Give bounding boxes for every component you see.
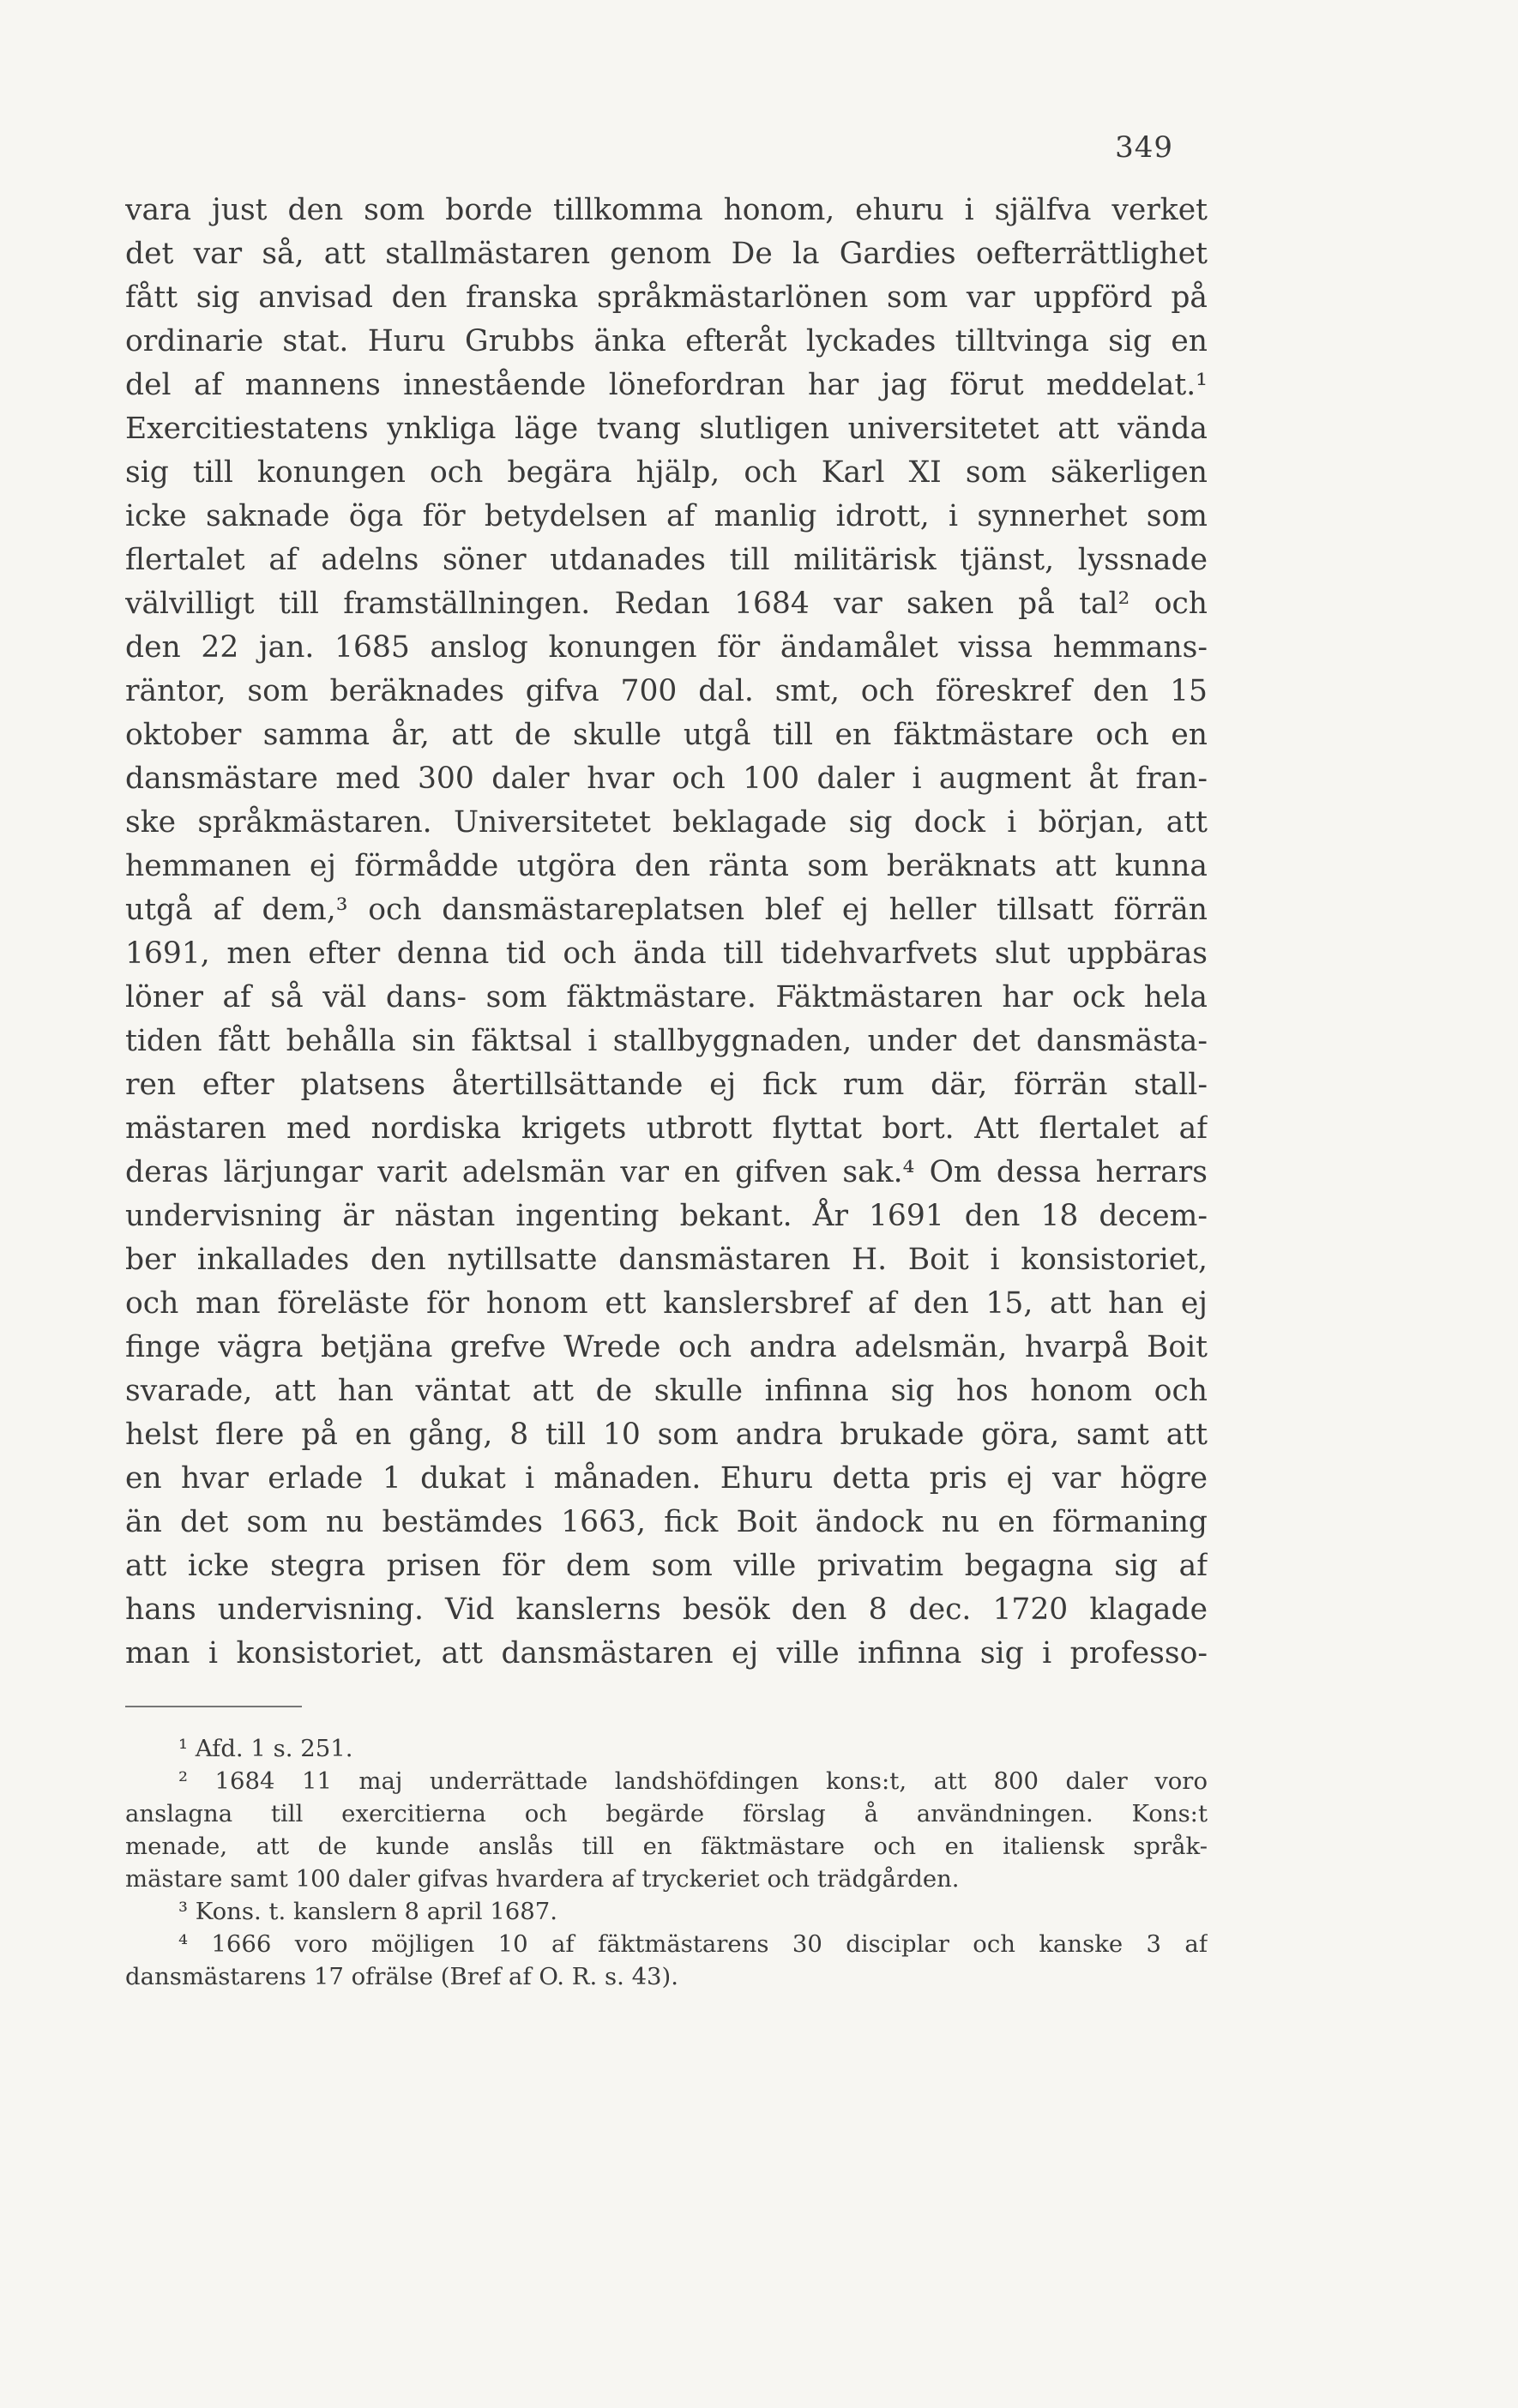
footnote-divider [125,1706,302,1707]
footnote-2: ² 1684 11 maj underrättade landshöfdingen kons:t, att 800 daler voro [178,1767,1208,1795]
text-line: och man föreläste för honom ett kanslersbref af den 15, att han ej [125,1286,1208,1321]
footnote-3: ³ Kons. t. kanslern 8 april 1687. [178,1898,557,1925]
text-line: helst flere på en gång, 8 till 10 som andra brukade göra, samt att [125,1418,1208,1452]
text-line: dansmästare med 300 daler hvar och 100 daler i augment åt fran- [125,762,1208,796]
text-line: finge vägra betjäna grefve Wrede och andra adelsmän, hvarpå Boit [125,1330,1208,1364]
text-line: ber inkallades den nytillsatte dansmästaren H. Boit i konsistoriet, [125,1243,1208,1277]
text-line: undervisning är nästan ingenting bekant. År 1691 den 18 decem- [125,1199,1208,1233]
footnote-2-line: anslagna till exercitierna och begärde förslag å användningen. Kons:t [125,1800,1208,1827]
text-line: utgå af dem,³ och dansmästareplatsen blef ej heller tillsatt förrän [125,893,1208,927]
text-line: än det som nu bestämdes 1663, fick Boit ändock nu en förmaning [125,1505,1208,1539]
text-line: att icke stegra prisen för dem som ville privatim begagna sig af [125,1549,1208,1583]
text-line: den 22 jan. 1685 anslog konungen för ändamålet vissa hemmans- [125,630,1208,665]
text-line: sig till konungen och begära hjälp, och Karl XI som säkerligen [125,455,1208,490]
text-line: löner af så väl dans- som fäktmästare. Fäktmästaren har ock hela [125,980,1208,1014]
page-number: 349 [1115,130,1173,165]
text-line: räntor, som beräknades gifva 700 dal. smt, och föreskref den 15 [125,674,1208,708]
footnote-1: ¹ Afd. 1 s. 251. [178,1735,353,1762]
text-line: en hvar erlade 1 dukat i månaden. Ehuru detta pris ej var högre [125,1461,1208,1496]
text-line: icke saknade öga för betydelsen af manlig idrott, i synnerhet som [125,499,1208,533]
text-line: deras lärjungar varit adelsmän var en gifven sak.⁴ Om dessa herrars [125,1155,1208,1189]
text-line: fått sig anvisad den franska språkmästarlönen som var uppförd på [125,280,1208,315]
text-line: ordinarie stat. Huru Grubbs änka efteråt lyckades tilltvinga sig en [125,324,1208,358]
body-text [125,189,1208,1676]
text-line: svarade, att han väntat att de skulle infinna sig hos honom och [125,1374,1208,1408]
text-line: ske språkmästaren. Universitetet beklagade sig dock i början, att [125,805,1208,840]
footnote-4-line: dansmästarens 17 ofrälse (Bref af O. R. s. 43). [125,1963,679,1990]
footnotes [125,1732,1208,1993]
text-line: det var så, att stallmästaren genom De la Gardies oefterrättlighet [125,237,1208,271]
text-line: vara just den som borde tillkomma honom, ehuru i själfva verket [125,193,1208,227]
text-line: hemmanen ej förmådde utgöra den ränta som beräknats att kunna [125,849,1208,883]
text-line: del af mannens innestående lönefordran har jag förut meddelat.¹ [125,368,1208,402]
text-line: ren efter platsens återtillsättande ej fick rum där, förrän stall- [125,1068,1208,1102]
text-line: tiden fått behålla sin fäktsal i stallbyggnaden, under det dansmästa- [125,1024,1208,1058]
text-line: flertalet af adelns söner utdanades till militärisk tjänst, lyssnade [125,543,1208,577]
text-line: 1691, men efter denna tid och ända till tidehvarfvets slut uppbäras [125,936,1208,971]
text-line: mästaren med nordiska krigets utbrott flyttat bort. Att flertalet af [125,1111,1208,1146]
text-line: Exercitiestatens ynkliga läge tvang slutligen universitetet att vända [125,412,1208,446]
text-line: man i konsistoriet, att dansmästaren ej ville infinna sig i professo- [125,1636,1208,1671]
footnote-2-line: menade, att de kunde anslås till en fäktmästare och en italiensk språk- [125,1833,1208,1860]
text-line: hans undervisning. Vid kanslerns besök den 8 dec. 1720 klagade [125,1592,1208,1627]
footnote-4: ⁴ 1666 voro möjligen 10 af fäktmästarens 30 disciplar och kanske 3 af [178,1930,1208,1958]
text-line: oktober samma år, att de skulle utgå till en fäktmästare och en [125,718,1208,752]
footnote-2-line: mästare samt 100 daler gifvas hvardera af tryckeriet och trädgården. [125,1865,960,1893]
text-line: välvilligt till framställningen. Redan 1684 var saken på tal² och [125,587,1208,621]
